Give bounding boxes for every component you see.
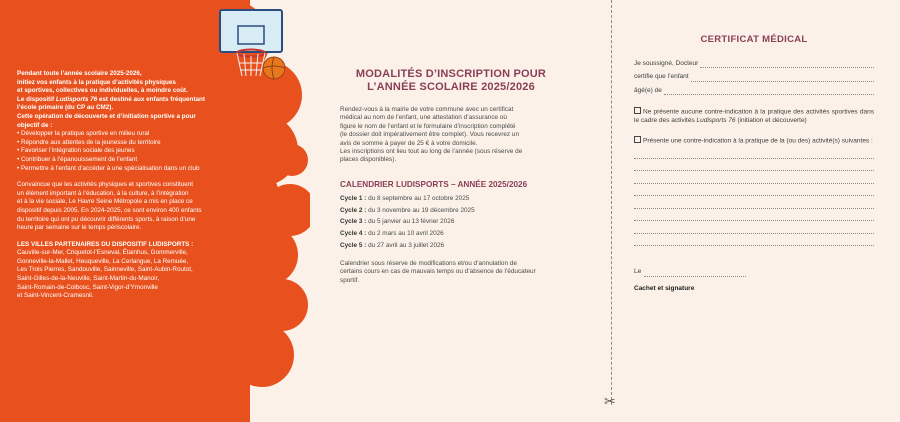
partner-line: et Saint-Vincent-Cramesnil.	[17, 292, 94, 300]
registration-panel	[340, 68, 562, 285]
intro-line: et sportives, collectives ou individuelles, à moindre coût.	[17, 87, 188, 95]
paragraph-line: heure par semaine sur le temps périscolaire.	[17, 224, 142, 232]
cycle-label: Cycle 3 :	[340, 218, 367, 226]
date-label: Le	[634, 268, 642, 276]
cycle-label: Cycle 2 :	[340, 206, 367, 214]
child-name-field[interactable]	[634, 73, 874, 82]
option-text: Présente une contre-indication à la pratique de la (ou des) activité(s) suivantes :	[643, 137, 873, 145]
intro-line: Pendant toute l’année scolaire 2025-2026,	[17, 70, 142, 77]
list-item: • Favoriser l’intégration sociale des jeunes	[17, 147, 135, 155]
intro-line: l’école primaire (du CP au CM2).	[17, 104, 114, 112]
paragraph-line: un élément important à l’éducation, à la culture, à l’intégration	[17, 189, 189, 197]
blank-line[interactable]	[634, 198, 874, 209]
partner-line: Saint-Romain-de-Colbosc, Saint-Vigor-d’Ymonville	[17, 283, 158, 291]
list-item: • Permettre à l’enfant d’accéder à une spécialisation dans un club	[17, 164, 200, 172]
cycle-dates: du 27 avril au 3 juillet 2026	[366, 241, 445, 249]
title-line: MODALITÉS D’INSCRIPTION POUR	[355, 68, 547, 80]
cycle-row	[340, 230, 562, 238]
paragraph-line: et à la vie sociale, Le Havre Seine Métropole a mis en place ce	[17, 198, 193, 206]
note-line: certains cours en cas de mauvais temps ou d’absence de l’éducateur	[340, 268, 536, 276]
cycle-row	[340, 218, 562, 226]
cycle-dates: du 5 janvier au 13 février 2026	[366, 218, 455, 226]
blank-line[interactable]	[634, 235, 874, 246]
stamp-signature-label: Cachet et signature	[634, 284, 695, 292]
program-name: Ludisports 76	[55, 95, 98, 103]
blank-line[interactable]	[634, 148, 874, 159]
body-line: Les inscriptions ont lieu tout au long de l’année (sous réserve de	[340, 148, 523, 156]
note-line: sportif.	[340, 276, 360, 284]
partner-line: Les Trois Pierres, Sandouville, Sainneville, Saint-Aubin-Routot,	[17, 266, 193, 274]
fill-line[interactable]	[691, 75, 874, 82]
cycle-row	[340, 207, 562, 215]
list-item: • Répondre aux attentes de la jeunesse du territoire	[17, 138, 161, 146]
intro-line: Cette opération de découverte et d’initiation sportive a pour	[17, 112, 196, 120]
blank-line[interactable]	[634, 160, 874, 171]
cycle-label: Cycle 1 :	[340, 195, 367, 203]
paragraph-line: dispositif depuis 2005. En 2024-2025, ce sont environ 400 enfants	[17, 206, 202, 214]
blank-line[interactable]	[634, 173, 874, 184]
medical-certificate-form	[634, 36, 874, 293]
certificate-title: CERTIFICAT MÉDICAL	[700, 34, 808, 45]
option-text: (initiation et découverte)	[735, 117, 807, 125]
doctor-label: Je soussigné, Docteur	[634, 59, 699, 67]
cycle-dates: du 8 septembre au 17 octobre 2025	[366, 195, 470, 203]
child-label: certifie que l’enfant	[634, 73, 689, 81]
list-item: • Contribuer à l’épanouissement de l’enfant	[17, 155, 138, 163]
intro-line	[17, 96, 287, 105]
no-contraindication-option[interactable]	[634, 107, 874, 126]
age-label: âgé(e) de	[634, 86, 662, 94]
option-text: Ne présente aucune contre-indication à la pratique des activités sportives dans le cadre des activités	[634, 108, 874, 125]
body-line: (le dossier doit impérativement être complet). Vous recevrez un	[340, 131, 520, 139]
objectives-list	[17, 130, 287, 173]
body-line: avis de somme à payer de 25 € à votre domicile.	[340, 139, 478, 147]
contraindication-option[interactable]	[634, 136, 874, 146]
partner-line: Cauville-sur-Mer, Criquetot-l’Esneval, Étainhus, Gommerville,	[17, 249, 188, 257]
partner-line: Saint-Gilles-de-la-Neuville, Saint-Martin-du-Manoir,	[17, 275, 160, 283]
partners-title: LES VILLES PARTENAIRES DU DISPOSITIF LUDISPORTS :	[17, 240, 194, 248]
paragraph-line: du territoire qui ont pu découvrir différents sports, à raison d’une	[17, 215, 196, 223]
intro-text: est destiné aux enfants fréquentant	[97, 95, 205, 103]
checkbox-icon[interactable]	[634, 107, 641, 114]
blank-line[interactable]	[634, 210, 874, 221]
body-line: places disponibles).	[340, 156, 397, 164]
calendar-note	[340, 260, 562, 285]
cycle-row	[340, 242, 562, 250]
cut-line	[611, 0, 612, 405]
date-field[interactable]	[634, 268, 746, 277]
program-name: Ludisports 76	[696, 117, 736, 125]
blank-line[interactable]	[634, 223, 874, 234]
info-panel	[0, 0, 310, 422]
cycle-dates: du 2 mars au 10 avril 2026	[366, 230, 444, 238]
blank-line[interactable]	[634, 185, 874, 196]
fill-line[interactable]	[700, 61, 874, 68]
checkbox-icon[interactable]	[634, 136, 641, 143]
doctor-name-field[interactable]	[634, 60, 874, 69]
registration-title	[340, 68, 562, 94]
paragraph-line: Convaincue que les activités physiques et sportives constituent	[17, 181, 194, 189]
cycle-label: Cycle 4 :	[340, 230, 367, 238]
cycle-dates: du 3 novembre au 19 décembre 2025	[366, 206, 475, 214]
cycle-row	[340, 195, 562, 203]
info-text	[17, 70, 287, 301]
cycle-label: Cycle 5 :	[340, 241, 367, 249]
intro-line: initiez vos enfants à la pratique d’activités physiques	[17, 78, 176, 86]
calendar-title: CALENDRIER LUDISPORTS – ANNÉE 2025/2026	[340, 179, 528, 189]
child-age-field[interactable]	[634, 87, 874, 96]
body-line: médical au nom de l’enfant, une attestation d’assurance où	[340, 114, 507, 122]
fill-line[interactable]	[664, 88, 874, 95]
body-line: Rendez-vous à la mairie de votre commune avec un certificat	[340, 106, 514, 113]
title-line: L’ANNÉE SCOLAIRE 2025/2026	[367, 81, 535, 93]
note-line: Calendrier sous réserve de modifications et/ou d’annulation de	[340, 260, 517, 268]
intro-line: objectif de :	[17, 121, 53, 129]
intro-text: Le dispositif	[17, 95, 56, 103]
scissors-icon: ✂	[604, 393, 616, 409]
partner-line: Gonneville-la-Mallet, Heuqueville, La Cerlangue, La Remuée,	[17, 257, 189, 265]
body-line: figure le nom de l’enfant et le formulaire d’inscription complété	[340, 122, 516, 130]
list-item: • Développer la pratique sportive en milieu rural	[17, 130, 150, 138]
fill-line[interactable]	[644, 270, 746, 277]
